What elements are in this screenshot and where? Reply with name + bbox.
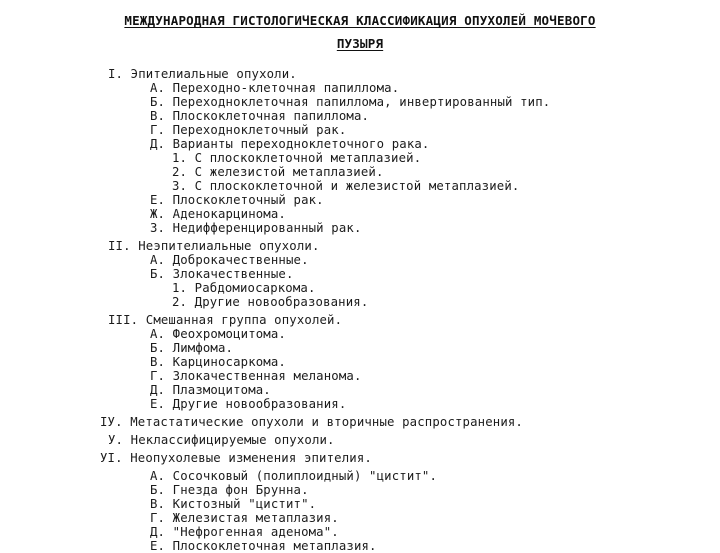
list-item: Б. Злокачественные. [150,267,294,281]
list-item: Е. Другие новообразования. [150,397,347,411]
section-heading-epithelial: I. Эпителиальные опухоли. [108,67,297,81]
section-heading-unclassified: У. Неклассифицируемые опухоли. [108,433,335,447]
sub-list-item: 2. С железистой метаплазией. [172,165,384,179]
list-item: Г. Железистая метаплазия. [150,511,339,525]
list-item: Д. Плазмоцитома. [150,383,271,397]
sub-list-item: 2. Другие новообразования. [172,295,369,309]
list-item: Б. Переходноклеточная папиллома, инвертированный тип. [150,95,551,109]
list-item: З. Недифференцированный рак. [150,221,362,235]
document-title-line-2: ПУЗЫРЯ [336,36,384,51]
list-item: А. Феохромоцитома. [150,327,286,341]
list-item: Б. Лимфома. [150,341,234,355]
section-heading-nonepithelial: II. Неэпителиальные опухоли. [108,239,320,253]
list-item: Д. Варианты переходноклеточного рака. [150,137,430,151]
list-item: Ж. Аденокарцинома. [150,207,286,221]
list-item: В. Плоскоклеточная папиллома. [150,109,370,123]
sub-list-item: 3. С плоскоклеточной и железистой метаплазией. [172,179,520,193]
section-heading-mixed: III. Смешанная группа опухолей. [108,313,343,327]
list-item: Г. Переходноклеточный рак. [150,123,347,137]
sub-list-item: 1. С плоскоклеточной метаплазией. [172,151,422,165]
list-item: В. Кистозный "цистит". [150,497,317,511]
document-title-line-1: МЕЖДУНАРОДНАЯ ГИСТОЛОГИЧЕСКАЯ КЛАССИФИКАЦИЯ ОПУХОЛЕЙ МОЧЕВОГО [124,13,596,28]
list-item: Б. Гнезда фон Брунна. [150,483,309,497]
list-item: В. Карциносаркома. [150,355,286,369]
list-item: Е. Плоскоклеточная метаплазия. [150,539,377,553]
section-heading-nonneoplastic: УI. Неопухолевые изменения эпителия. [100,451,372,465]
list-item: Д. "Нефрогенная аденома". [150,525,339,539]
list-item: А. Переходно-клеточная папиллома. [150,81,400,95]
list-item: А. Сосочковый (полиплоидный) "цистит". [150,469,438,483]
section-heading-metastatic: IУ. Метастатические опухоли и вторичные распространения. [100,415,523,429]
list-item: А. Доброкачественные. [150,253,309,267]
sub-list-item: 1. Рабдомиосаркома. [172,281,316,295]
list-item: Е. Плоскоклеточный рак. [150,193,324,207]
list-item: Г. Злокачественная меланома. [150,369,362,383]
